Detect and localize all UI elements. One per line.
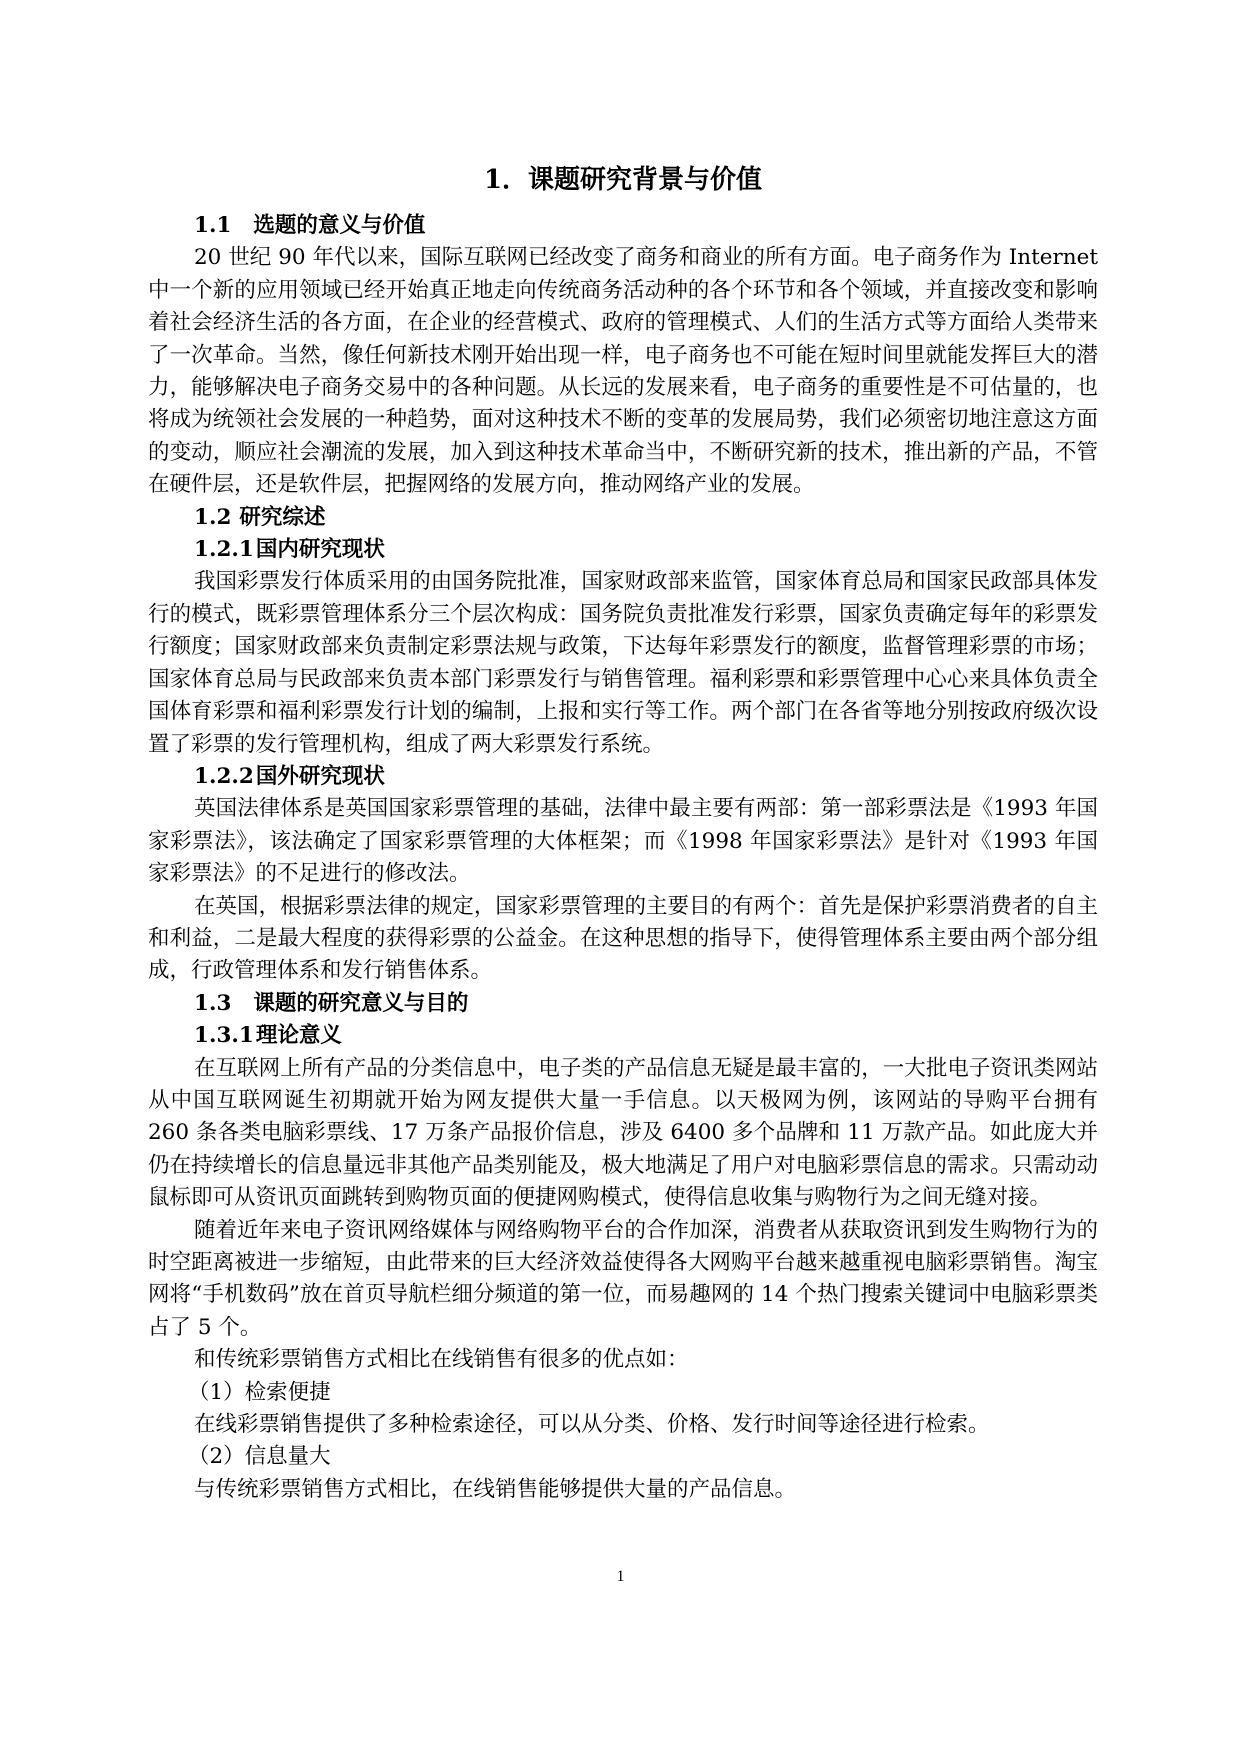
list-item: （2）信息量大 xyxy=(188,1444,331,1470)
section-title: 研究综述 xyxy=(239,504,326,530)
section-title: 国内研究现状 xyxy=(255,537,385,563)
section-title: 课题的研究意义与目的 xyxy=(253,990,469,1016)
subsection-heading-1-2-2 xyxy=(148,761,1098,793)
paragraph: 和传统彩票销售方式相比在线销售有很多的优点如： xyxy=(194,1347,689,1373)
paragraph: 随着近年来电子资讯网络媒体与网络购物平台的合作加深，消费者从获取资讯到发生购物行为的时空距离被进一步缩短，由此带来的巨大经济效益使得各大网购平台越来越重视电脑彩票销售。淘宝网将“手机数码”放在首页导航栏细分频道的第一位，而易趣网的 14 个热门搜索关键词中电脑彩票类占了 5 个。 xyxy=(148,1217,1098,1340)
section-number: 1.2.1 xyxy=(194,537,254,563)
subsection-heading-1-2-1 xyxy=(148,534,1098,566)
section-heading-1-3 xyxy=(148,988,1098,1020)
paragraph: 20 世纪 90 年代以来，国际互联网已经改变了商务和商业的所有方面。电子商务作为 Internet 中一个新的应用领域已经开始真正地走向传统商务活动种的各个环节和各个领域，并直接改变和影响着社会经济生活的各方面，在企业的经营模式、政府的管理模式、人们的生活方式等方面给人类带来了一次革命。当然，像任何新技术刚开始出现一样，电子商务也不可能在短时间里就能发挥巨大的潜力，能够解决电子商务交易中的各种问题。从长远的发展来看，电子商务的重要性是不可估量的，也将成为统领社会发展的一种趋势，面对这种技术不断的变革的发展局势，我们必须密切地注意这方面的变动，顺应社会潮流的发展，加入到这种技术革命当中，不断研究新的技术，推出新的产品，不管在硬件层，还是软件层，把握网络的发展方向，推动网络产业的发展。 xyxy=(148,245,1098,498)
list-item: （1）检索便捷 xyxy=(188,1379,331,1405)
paragraph: 在互联网上所有产品的分类信息中，电子类的产品信息无疑是最丰富的，一大批电子资讯类网站从中国互联网诞生初期就开始为网友提供大量一手信息。以天极网为例，该网站的导购平台拥有 260 条各类电脑彩票线、17 万条产品报价信息，涉及 6400 多个品牌和 11 万款产品。如此庞大并仍在持续增长的信息量远非其他产品类别能及，极大地满足了用户对电脑彩票信息的需求。只需动动鼠标即可从资讯页面跳转到购物页面的便捷网购模式，使得信息收集与购物行为之间无缝对接。 xyxy=(148,1055,1098,1211)
subsection-heading-1-3-1 xyxy=(148,1020,1098,1052)
section-number: 1.3.1 xyxy=(194,1023,254,1049)
section-number: 1.2 xyxy=(194,504,232,530)
paragraph: 与传统彩票销售方式相比，在线销售能够提供大量的产品信息。 xyxy=(194,1476,797,1502)
paragraph: 在英国，根据彩票法律的规定，国家彩票管理的主要目的有两个：首先是保护彩票消费者的自主和利益，二是最大程度的获得彩票的公益金。在这种思想的指导下，使得管理体系主要由两个部分组成，行政管理体系和发行销售体系。 xyxy=(148,893,1098,984)
section-heading-1-2 xyxy=(148,502,1098,534)
page-number: 1 xyxy=(616,1568,625,1585)
chapter-title: 1．课题研究背景与价值 xyxy=(483,165,763,195)
paragraph: 英国法律体系是英国国家彩票管理的基础，法律中最主要有两部：第一部彩票法是《1993 年国家彩票法》，该法确定了国家彩票管理的大体框架；而《1998 年国家彩票法》是针对《1993 年国家彩票法》的不足进行的修改法。 xyxy=(148,796,1098,887)
section-heading-1-1 xyxy=(148,210,1098,242)
paragraph: 在线彩票销售提供了多种检索途径，可以从分类、价格、发行时间等途径进行检索。 xyxy=(194,1412,990,1438)
paragraph: 我国彩票发行体质采用的由国务院批准，国家财政部来监管，国家体育总局和国家民政部具体发行的模式，既彩票管理体系分三个层次构成：国务院负责批准发行彩票，国家负责确定每年的彩票发行额度；国家财政部来负责制定彩票法规与政策，下达每年彩票发行的额度，监督管理彩票的市场；国家体育总局与民政部来负责本部门彩票发行与销售管理。福利彩票和彩票管理中心心来具体负责全国体育彩票和福利彩票发行计划的编制，上报和实行等工作。两个部门在各省等地分别按政府级次设置了彩票的发行管理机构，组成了两大彩票发行系统。 xyxy=(148,569,1098,757)
section-title: 选题的意义与价值 xyxy=(253,213,426,238)
section-number: 1.2.2 xyxy=(194,763,254,789)
section-number: 1.3 xyxy=(194,990,232,1016)
section-title: 国外研究现状 xyxy=(255,763,385,789)
document-page xyxy=(148,150,1098,1506)
section-number: 1.1 xyxy=(194,213,232,238)
section-title: 理论意义 xyxy=(255,1023,342,1049)
